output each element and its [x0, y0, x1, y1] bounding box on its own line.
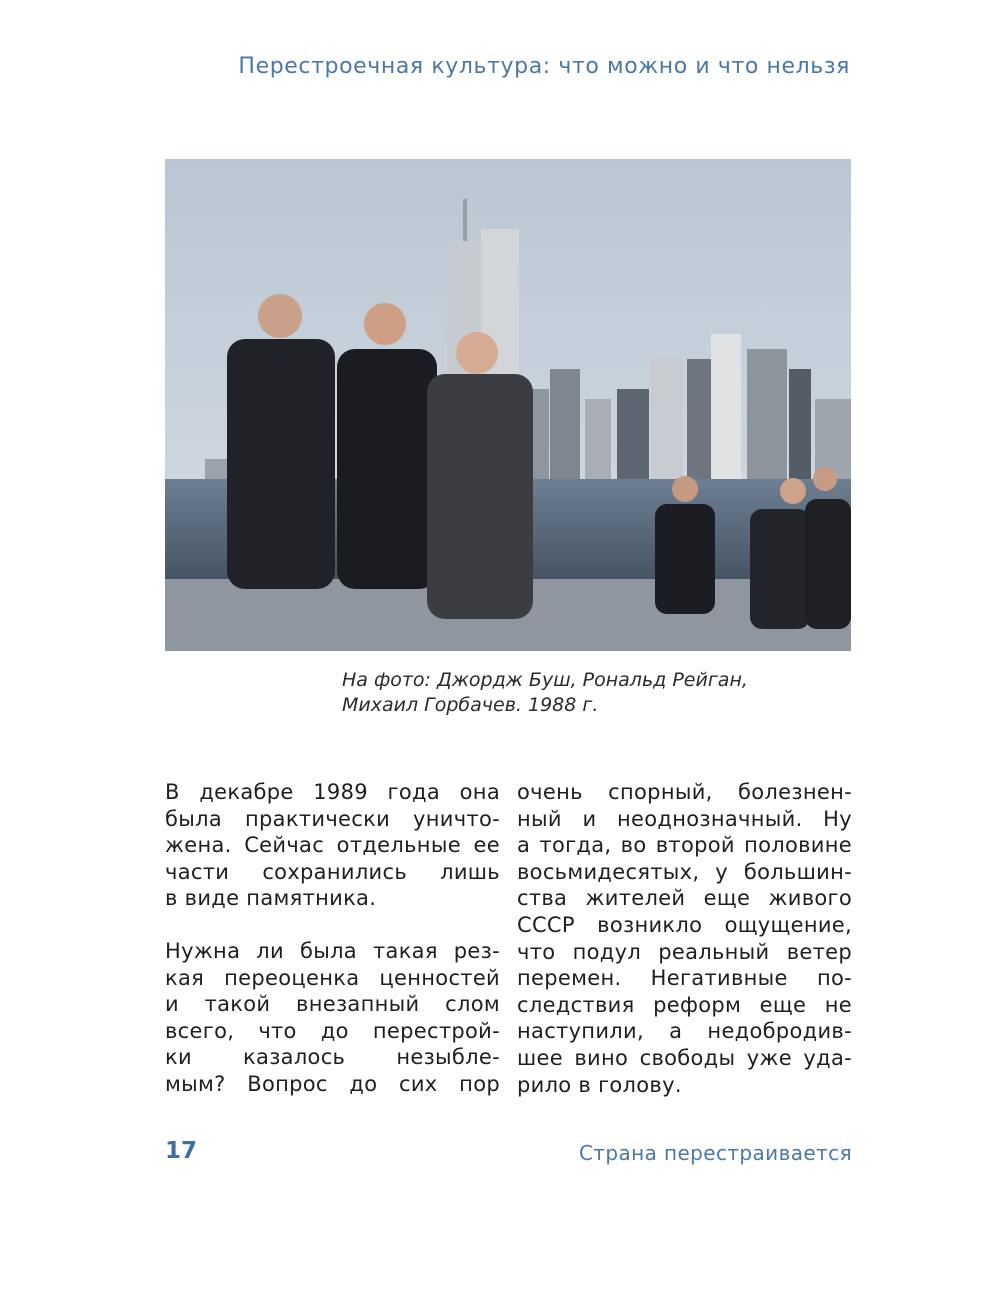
caption-line: Михаил Горбачев. 1988 г. — [342, 694, 599, 716]
text-line: в виде памятника. — [165, 886, 377, 911]
text-line: ства жителей еще живого — [517, 886, 852, 911]
text-line: ки казалось незыбле- — [165, 1045, 500, 1070]
text-line: и такой внезапный слом — [165, 992, 500, 1017]
photo — [165, 159, 851, 651]
text-line: перемен. Негативные по- — [517, 966, 852, 991]
text-line: что подул реальный ветер — [517, 939, 852, 964]
text-line: очень спорный, болезнен- — [517, 780, 852, 804]
text-line: части сохранились лишь — [165, 859, 500, 884]
text-line: Нужна ли была такая рез- — [165, 938, 500, 963]
paragraph — [165, 779, 500, 912]
text-line: наступили, а недобродив- — [517, 1019, 852, 1044]
text-line: шее вино свободы уже уда- — [517, 1045, 852, 1070]
running-footer: Страна перестраивается — [578, 1141, 852, 1165]
page-number: 17 — [165, 1138, 198, 1164]
text-line: была практически уничто- — [165, 806, 500, 831]
caption-line: На фото: Джордж Буш, Рональд Рейган, — [342, 669, 748, 691]
text-line: мым? Вопрос до сих пор — [165, 1071, 500, 1096]
text-column-left — [165, 779, 500, 1098]
paragraph — [165, 938, 500, 1098]
text-line: а тогда, во второй половине — [517, 833, 852, 858]
text-line: всего, что до перестрой- — [165, 1018, 500, 1043]
text-column-right — [517, 779, 852, 1098]
text-line: следствия реформ еще не — [517, 992, 852, 1017]
photo-caption — [342, 668, 822, 718]
running-header: Перестроечная культура: что можно и что нельзя — [238, 54, 850, 79]
text-line: В декабре 1989 года она — [165, 780, 500, 804]
text-line: рило в голову. — [517, 1072, 682, 1097]
text-line: жена. Сейчас отдельные ее — [165, 833, 500, 858]
paragraph — [517, 779, 852, 1098]
text-line: восьмидесятых, у большин- — [517, 859, 852, 884]
text-line: ный и неоднозначный. Ну — [517, 806, 852, 831]
text-line: кая переоценка ценностей — [165, 965, 500, 990]
photo-illustration — [165, 159, 851, 651]
text-line: СССР возникло ощущение, — [517, 912, 852, 937]
